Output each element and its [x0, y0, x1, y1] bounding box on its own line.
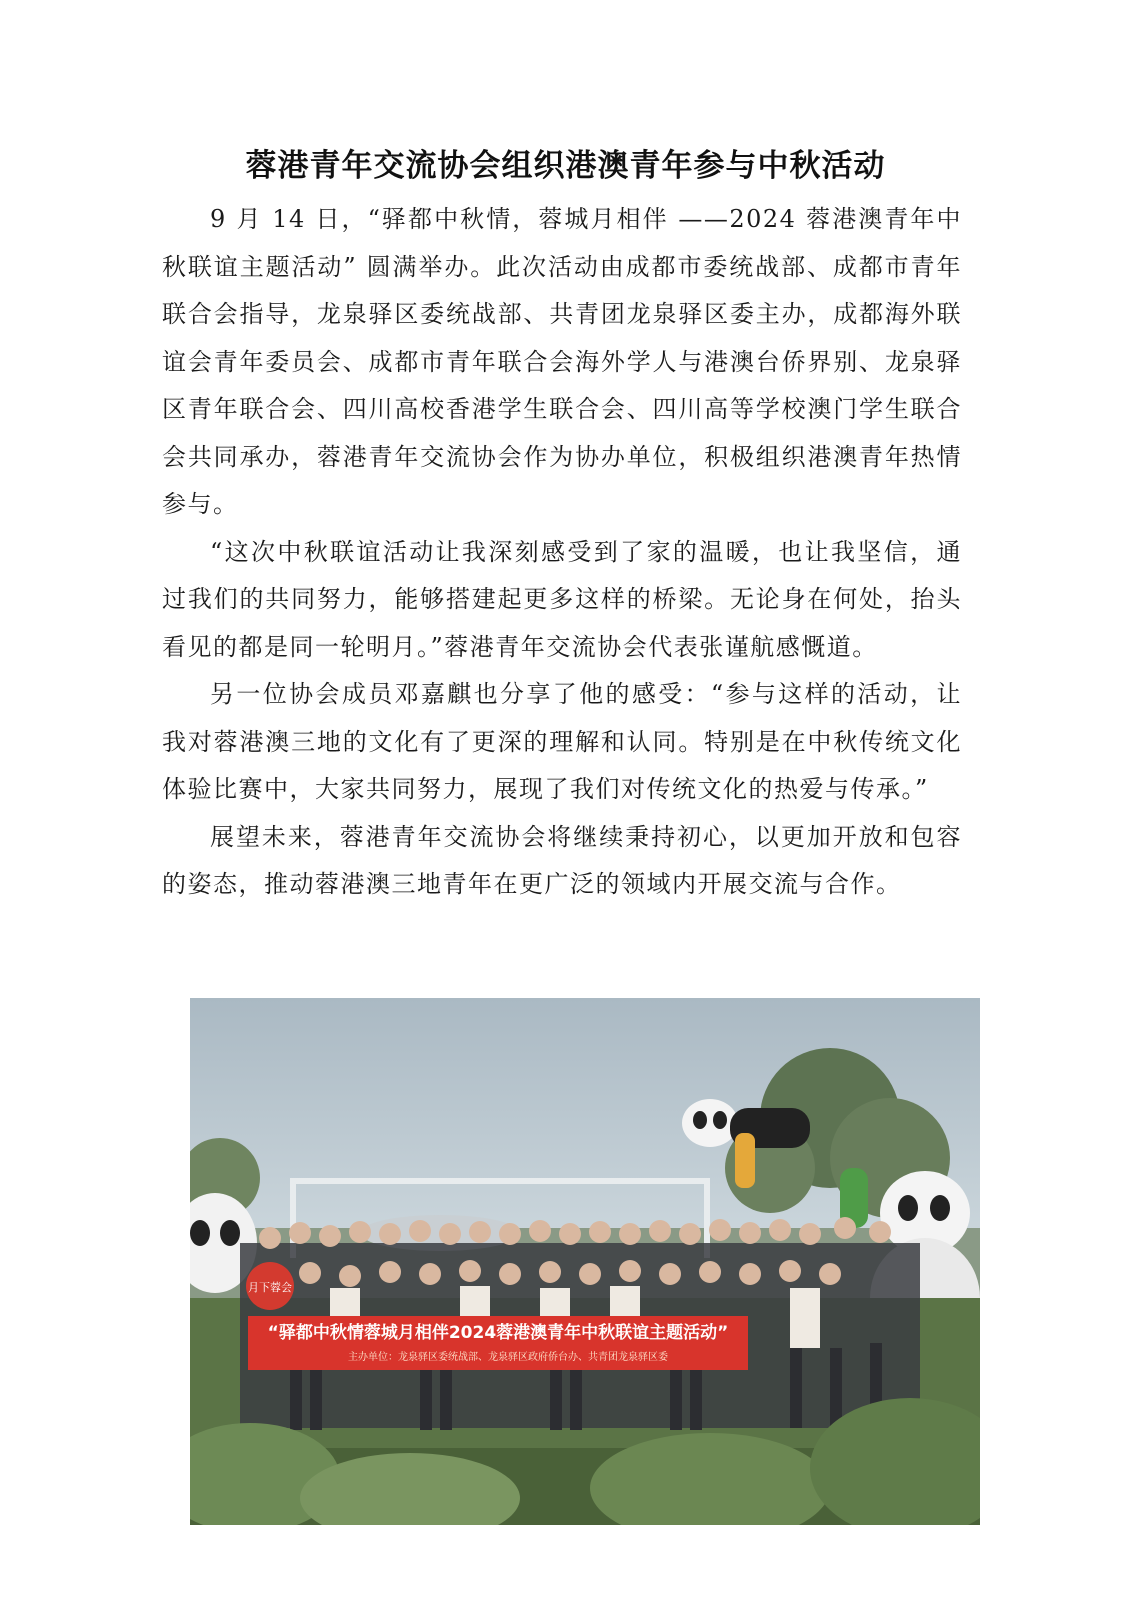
article-title: 蓉港青年交流协会组织港澳青年参与中秋活动 [245, 148, 886, 184]
round-sign [246, 1262, 294, 1310]
group-photo [190, 998, 980, 1525]
paragraph-4: 展望未来，蓉港青年交流协会将继续秉持初心，以更加开放和包容的姿态，推动蓉港澳三地青年在更广泛的领域内开展交流与合作。 [162, 822, 962, 898]
paragraph-1: 9 月 14 日，“驿都中秋情，蓉城月相伴 ——2024 蓉港澳青年中秋联谊主题活动” 圆满举办。此次活动由成都市委统战部、成都市青年联合会指导，龙泉驿区委统战部、共青团龙泉驿区委主办，成都海外联谊会青年委员会、成都市青年联合会海外学人与港澳台侨界别、龙泉驿区青年联合会、四川高校香港学生联合会、四川高等学校澳门学生联合会共同承办，蓉港青年交流协会作为协办单位，积极组织港澳青年热情参与。 [162, 205, 962, 518]
round-sign-text: 月下蓉会 [248, 1281, 292, 1294]
paragraph-3: 另一位协会成员邓嘉麒也分享了他的感受：“参与这样的活动，让我对蓉港澳三地的文化有了更深的理解和认同。特别是在中秋传统文化体验比赛中，大家共同努力，展现了我们对传统文化的热爱与传承。” [162, 680, 962, 803]
banner-subtitle: 主办单位：龙泉驿区委统战部、龙泉驿区政府侨台办、共青团龙泉驿区委 [348, 1352, 668, 1363]
article-body [162, 196, 962, 909]
group-photo-illustration [190, 998, 980, 1525]
event-banner [248, 1316, 748, 1370]
paragraph-2: “这次中秋联谊活动让我深刻感受到了家的温暖，也让我坚信，通过我们的共同努力，能够搭建起更多这样的桥梁。无论身在何处，抬头看见的都是同一轮明月。”蓉港青年交流协会代表张谨航感慨道。 [162, 537, 962, 661]
banner-title: “驿都中秋情蓉城月相伴2024蓉港澳青年中秋联谊主题活动” [267, 1323, 729, 1343]
